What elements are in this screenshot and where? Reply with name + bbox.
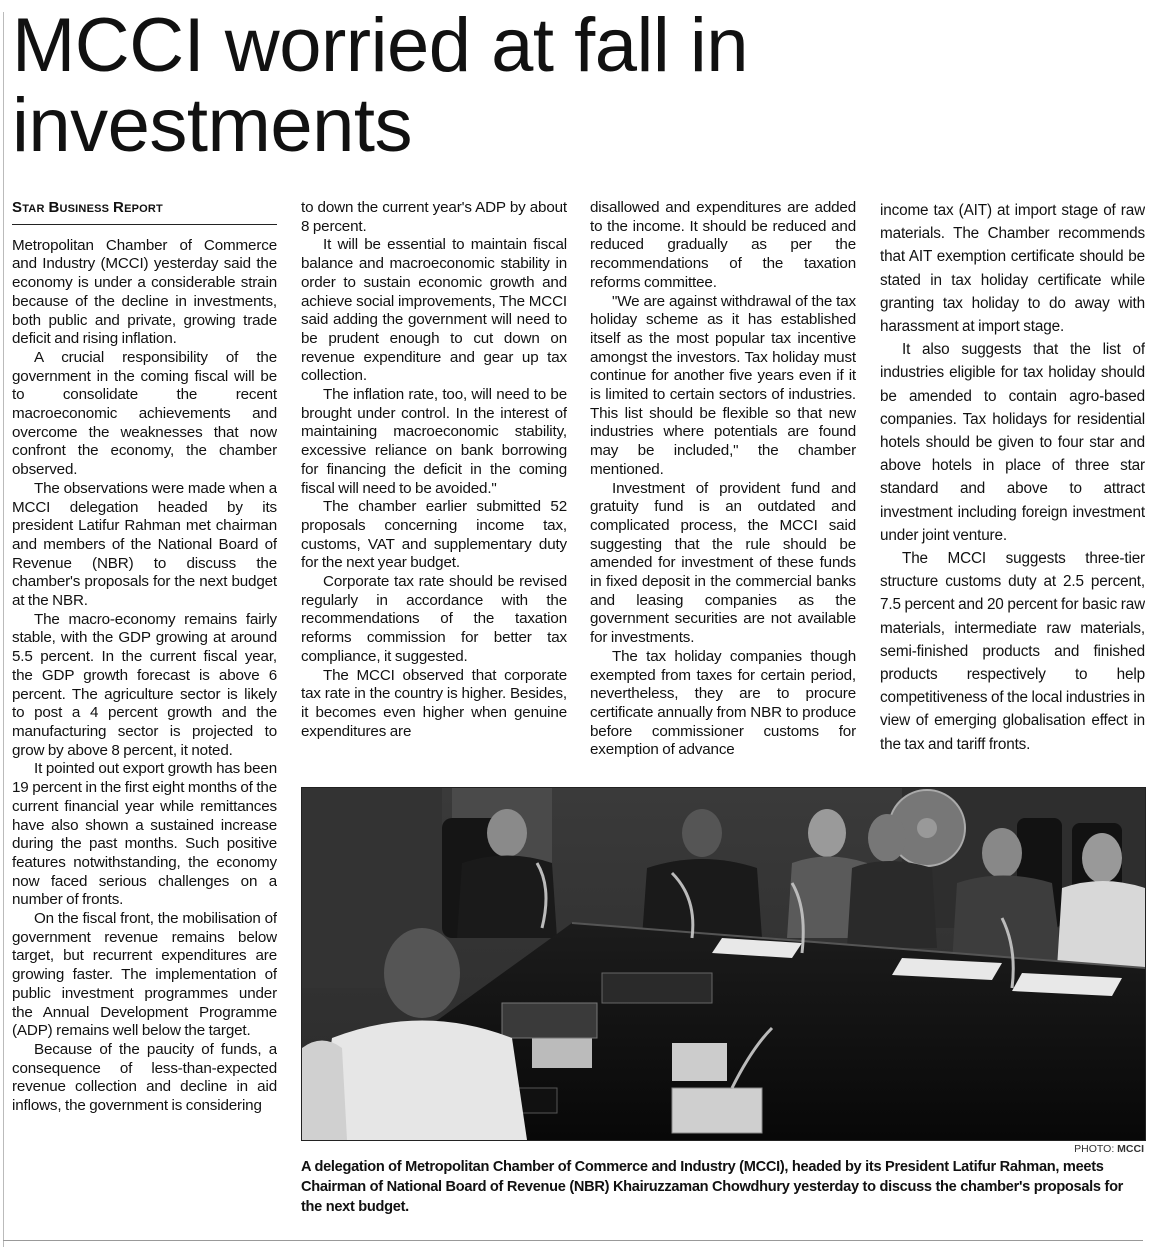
left-rule [3, 12, 4, 1247]
paragraph: Metropolitan Chamber of Commerce and Industry (MCCI) yesterday said the economy is under a considerable strain because of the decline in investments, both public and private, growing trade deficit and rising inflation. [12, 236, 277, 348]
bottom-rule [3, 1240, 1143, 1241]
paragraph: Investment of provident fund and gratuity fund is an outdated and complicated process, the MCCI said suggesting that the rule should be amended for investment of these funds in fixed deposit in the commercial banks and leasing companies as the government securities are not available for investments. [590, 479, 856, 647]
paragraph: A crucial responsibility of the government in the coming fiscal will be to consolidate the recent macroeconomic achievements and overcome the weaknesses that now confront the economy, the chamber observed. [12, 348, 277, 479]
paragraph: The chamber earlier submitted 52 proposals concerning income tax, customs, VAT and supplementary duty for the next year budget. [301, 498, 567, 572]
paragraph: income tax (AIT) at import stage of raw materials. The Chamber recommends that AIT exemption certificate should be stated in tax holiday certificate while granting tax holiday to do away with harassment at import stage. [880, 202, 1145, 336]
paragraph: The observations were made when a MCCI delegation headed by its president Latifur Rahman met chairman and members of the National Board of Revenue (NBR) to discuss the chamber's proposals for the next budget at the NBR. [12, 479, 277, 610]
paragraph: "We are against withdrawal of the tax holiday scheme as it has established itself as the most popular tax incentive amongst the investors. Tax holiday must continue for another five years even if it is limited to certain sectors of industries. This list should be flexible so that new industries where potentials are found may be included," the chamber mentioned. [590, 292, 856, 478]
paragraph: Because of the paucity of funds, a consequence of less-than-expected revenue collection and decline in aid inflows, the government is considering [12, 1040, 277, 1115]
photo-credit [1074, 1143, 1144, 1155]
paragraph: to down the current year's ADP by about 8 percent. [301, 199, 567, 235]
byline-text: Star Business Report [12, 199, 163, 216]
photo-caption: A delegation of Metropolitan Chamber of Commerce and Industry (MCCI), headed by its President Latifur Rahman, meets Chairman of National Board of Revenue (NBR) Khairuzzaman Chowdhury yesterday to discuss the chamber's proposals for the next budget. [301, 1159, 1124, 1215]
byline [12, 199, 277, 225]
headline: MCCI worried at fall in investments [12, 3, 749, 168]
article-column-2 [301, 199, 567, 777]
photo-credit-source: MCCI [1117, 1143, 1144, 1155]
meeting-photo-illustration [302, 788, 1145, 1140]
photo-credit-label: PHOTO: [1074, 1143, 1115, 1155]
paragraph: Corporate tax rate should be revised regularly in accordance with the recommendations of the taxation reforms commission for better tax compliance, it suggested. [301, 573, 567, 665]
meeting-photo [301, 787, 1146, 1141]
paragraph: disallowed and expenditures are added to the income. It should be reduced and reduced gradually as per the recommendations of the taxation reforms committee. [590, 199, 856, 291]
article-column-1 [12, 199, 277, 1239]
article-column-4 [880, 199, 1145, 784]
article-column-3 [590, 199, 856, 777]
paragraph: The macro-economy remains fairly stable, with the GDP growing at around 5.5 percent. In the current fiscal year, the GDP growth forecast is above 6 percent. The agriculture sector is likely to post a 4 percent growth and the manufacturing sector is projected to grow by above 8 percent, it noted. [12, 610, 277, 759]
paragraph: The MCCI suggests three-tier structure customs duty at 2.5 percent, 7.5 percent and 20 percent for basic raw materials, intermediate raw materials, semi-finished products and finished products respectively to help competitiveness of the local industries in view of emerging globalisation effect in the tax and tariff fronts. [880, 550, 1145, 753]
paragraph: The inflation rate, too, will need to be brought under control. In the interest of maintaining macroeconomic stability, excessive reliance on bank borrowing for financing the deficit in the coming fiscal will need to be avoided." [301, 386, 567, 497]
paragraph: It pointed out export growth has been 19 percent in the first eight months of the current financial year while remittances have also shown a sustained increase during the past months. Such positive features notwithstanding, the economy now faced serious challenges on a number of fronts. [12, 760, 277, 909]
paragraph: It also suggests that the list of industries eligible for tax holiday should be amended to contain agro-based companies. Tax holidays for residential hotels should be given to four star and above hotels in place of three star standard and above to attract investment including foreign investment under joint venture. [880, 341, 1145, 544]
paragraph: The MCCI observed that corporate tax rate in the country is higher. Besides, it becomes even higher when genuine expenditures are [301, 666, 567, 740]
paragraph: The tax holiday companies though exempted from taxes for certain period, nevertheless, they are to procure certificate annually from NBR to produce before commissioner customs for exemption of advance [590, 647, 856, 759]
paragraph: It will be essential to maintain fiscal balance and macroeconomic stability in order to sustain economic growth and achieve social improvements, The MCCI said adding the government will need to be prudent enough to cut down on revenue expenditure and gear up tax collection. [301, 236, 567, 385]
paragraph: On the fiscal front, the mobilisation of government revenue remains below target, but recurrent expenditures are growing faster. The implementation of public investment programmes under the Annual Development Programme (ADP) remains well below the target. [12, 910, 277, 1040]
